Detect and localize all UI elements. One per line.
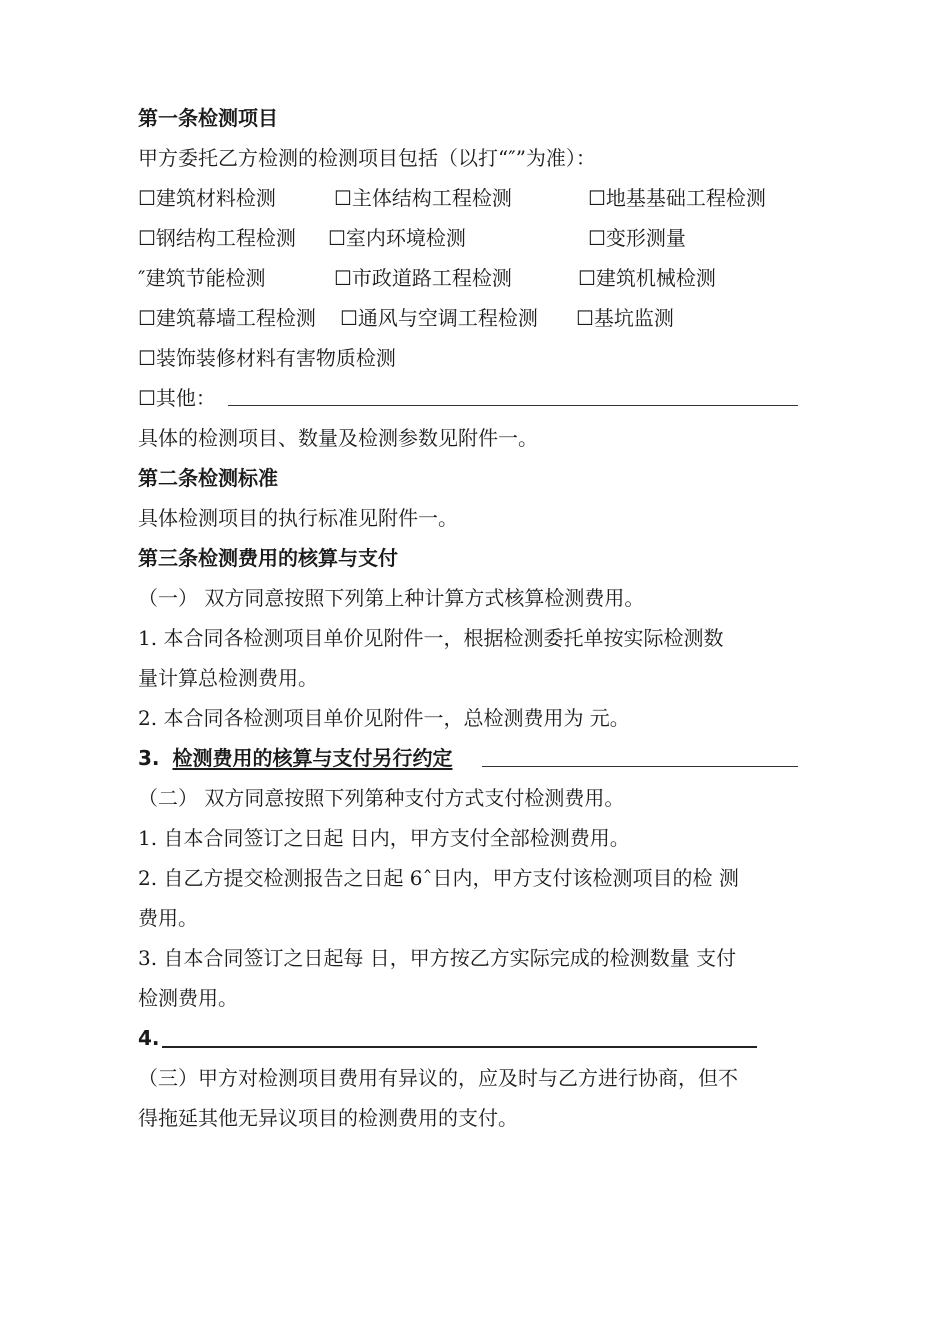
checkbox-item: ″建筑节能检测	[138, 266, 266, 290]
item-number: 3.	[138, 746, 160, 770]
part-1-item-3	[138, 745, 452, 771]
item-3-blank-line	[482, 765, 798, 767]
part-1-title: （一） 双方同意按照下列第上种计算方式核算检测费用。	[138, 586, 645, 610]
checkbox-item: ☐钢结构工程检测	[138, 226, 296, 250]
article-1-note: 具体的检测项目、数量及检测参数见附件一。	[138, 426, 538, 450]
checkbox-item: ☐变形测量	[588, 226, 686, 250]
checkbox-item: ☐建筑幕墙工程检测	[138, 306, 316, 330]
checkbox-item: ☐建筑机械检测	[578, 266, 716, 290]
article-2-text: 具体检测项目的执行标准见附件一。	[138, 506, 458, 530]
checkbox-row-5	[138, 345, 396, 371]
other-label: ☐其他：	[138, 386, 216, 410]
item-4-blank-line	[162, 1044, 757, 1048]
part-2-item-1: 1. 自本合同签订之日起 日内，甲方支付全部检测费用。	[138, 826, 630, 850]
part-2-item-3: 3. 自本合同签订之日起每 日，甲方按乙方实际完成的检测数量 支付	[138, 946, 737, 970]
article-3-heading: 第三条检测费用的核算与支付	[138, 546, 398, 570]
part-1-item-1: 1. 本合同各检测项目单价见附件一，根据检测委托单按实际检测数	[138, 626, 724, 650]
part-2-title: （二） 双方同意按照下列第种支付方式支付检测费用。	[138, 786, 625, 810]
part-2-item-4: 4.	[138, 1026, 160, 1050]
part-2-item-2: 2. 自乙方提交检测报告之日起 6ˆ日内，甲方支付该检测项目的检 测	[138, 866, 739, 890]
item-3-text: 检测费用的核算与支付另行约定	[172, 746, 453, 770]
checkbox-item: ☐建筑材料检测	[138, 186, 276, 210]
part-3-text-cont: 得拖延其他无异议项目的检测费用的支付。	[138, 1106, 518, 1130]
checkbox-item: ☐市政道路工程检测	[334, 266, 512, 290]
checkbox-item: ☐室内环境检测	[328, 226, 466, 250]
article-1-heading: 第一条检测项目	[138, 106, 278, 130]
part-1-item-2: 2. 本合同各检测项目单价见附件一，总检测费用为 元。	[138, 706, 630, 730]
checkbox-item: ☐地基基础工程检测	[588, 186, 766, 210]
part-1-item-1-cont: 量计算总检测费用。	[138, 666, 318, 690]
other-blank-line	[228, 404, 798, 406]
part-3-text: （三）甲方对检测项目费用有异议的，应及时与乙方进行协商，但不	[138, 1066, 738, 1090]
part-2-item-3-cont: 检测费用。	[138, 986, 238, 1010]
part-2-item-2-cont: 费用。	[138, 906, 198, 930]
article-1-intro: 甲方委托乙方检测的检测项目包括（以打“″”为准）：	[138, 146, 596, 170]
checkbox-item: ☐主体结构工程检测	[334, 186, 512, 210]
checkbox-item: ☐装饰装修材料有害物质检测	[138, 346, 396, 370]
checkbox-item: ☐通风与空调工程检测	[340, 306, 538, 330]
checkbox-item: ☐基坑监测	[576, 306, 674, 330]
article-2-heading: 第二条检测标准	[138, 466, 278, 490]
